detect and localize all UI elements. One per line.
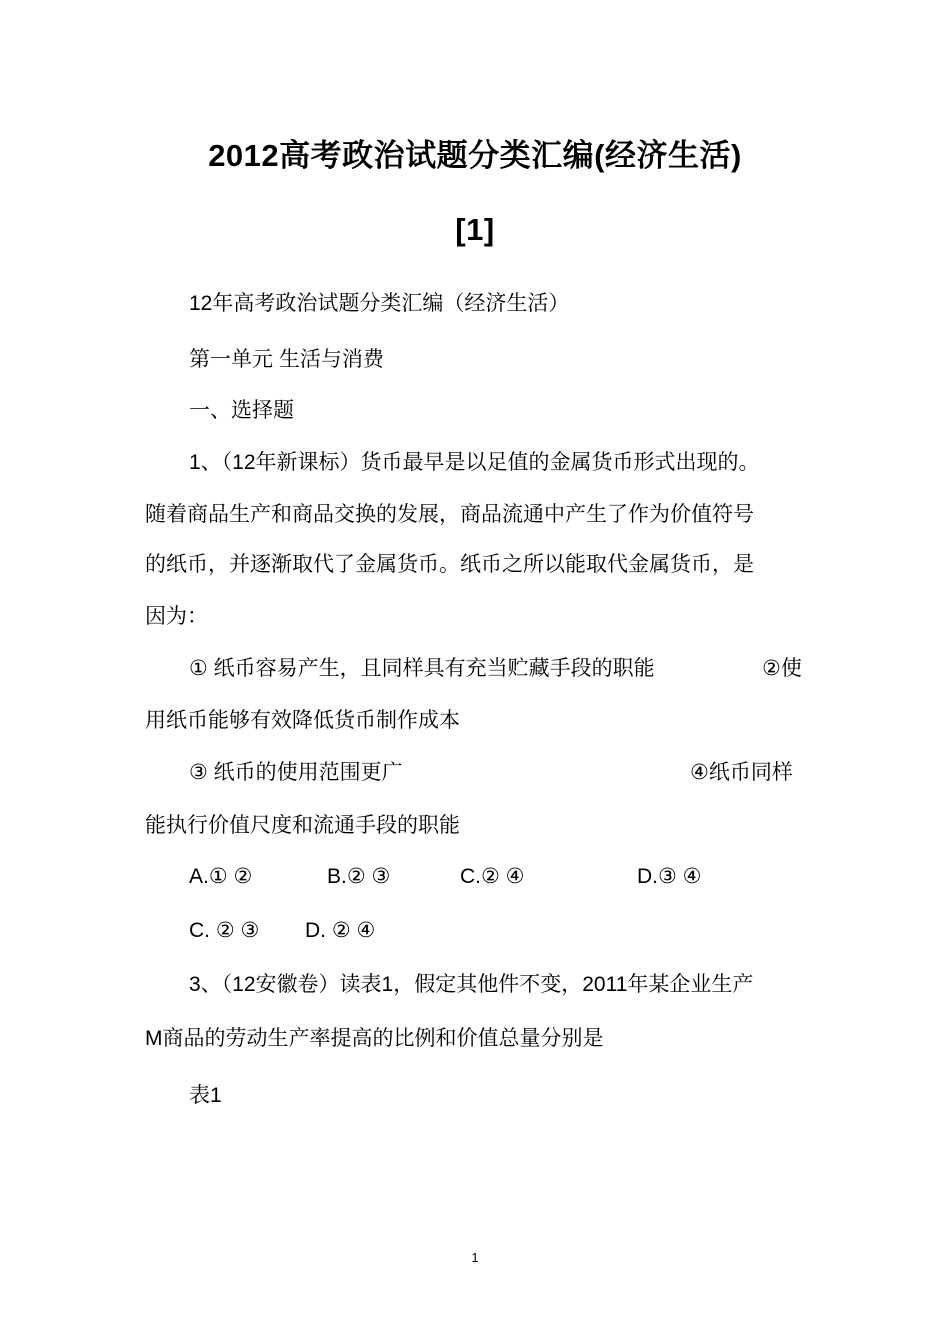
q1-option-c: C.② ④ bbox=[460, 865, 525, 888]
document-title-line1: 2012高考政治试题分类汇编(经济生活) bbox=[208, 138, 742, 173]
q1-option-b: B.② ③ bbox=[327, 865, 391, 888]
q3-line2: M商品的劳动生产率提高的比例和价值总量分别是 bbox=[145, 1027, 604, 1050]
q1-line4: 因为： bbox=[145, 605, 208, 628]
q1-option-d: D.③ ④ bbox=[637, 865, 702, 888]
q1-option-a: A.① ② bbox=[189, 865, 253, 888]
section-heading: 一、选择题 bbox=[189, 399, 294, 422]
q1-item2-start: ②使 bbox=[762, 657, 802, 680]
subtitle: 12年高考政治试题分类汇编（经济生活） bbox=[189, 292, 570, 315]
q1-item4-cont: 能执行价值尺度和流通手段的职能 bbox=[145, 814, 460, 837]
document-title-line2: [1] bbox=[455, 212, 495, 247]
q1-option-d2: D. ② ④ bbox=[305, 919, 376, 942]
q1-item3: ③ 纸币的使用范围更广 bbox=[189, 761, 403, 784]
q1-item2-cont: 用纸币能够有效降低货币制作成本 bbox=[145, 709, 460, 732]
page-number: 1 bbox=[471, 1250, 479, 1265]
q1-item4-start: ④纸币同样 bbox=[690, 761, 793, 784]
q1-line2: 随着商品生产和商品交换的发展，商品流通中产生了作为价值符号 bbox=[145, 503, 754, 526]
q3-line1: 3、（12安徽卷）读表1，假定其他件不变，2011年某企业生产 bbox=[189, 973, 754, 996]
q1-line3: 的纸币，并逐渐取代了金属货币。纸币之所以能取代金属货币，是 bbox=[145, 553, 754, 576]
unit-heading: 第一单元 生活与消费 bbox=[189, 348, 384, 371]
q3-table-label: 表1 bbox=[189, 1084, 222, 1107]
q1-line1: 1、（12年新课标）货币最早是以足值的金属货币形式出现的。 bbox=[189, 451, 760, 474]
q1-option-c2: C. ② ③ bbox=[189, 919, 260, 942]
q1-item1: ① 纸币容易产生，且同样具有充当贮藏手段的职能 bbox=[189, 657, 655, 680]
